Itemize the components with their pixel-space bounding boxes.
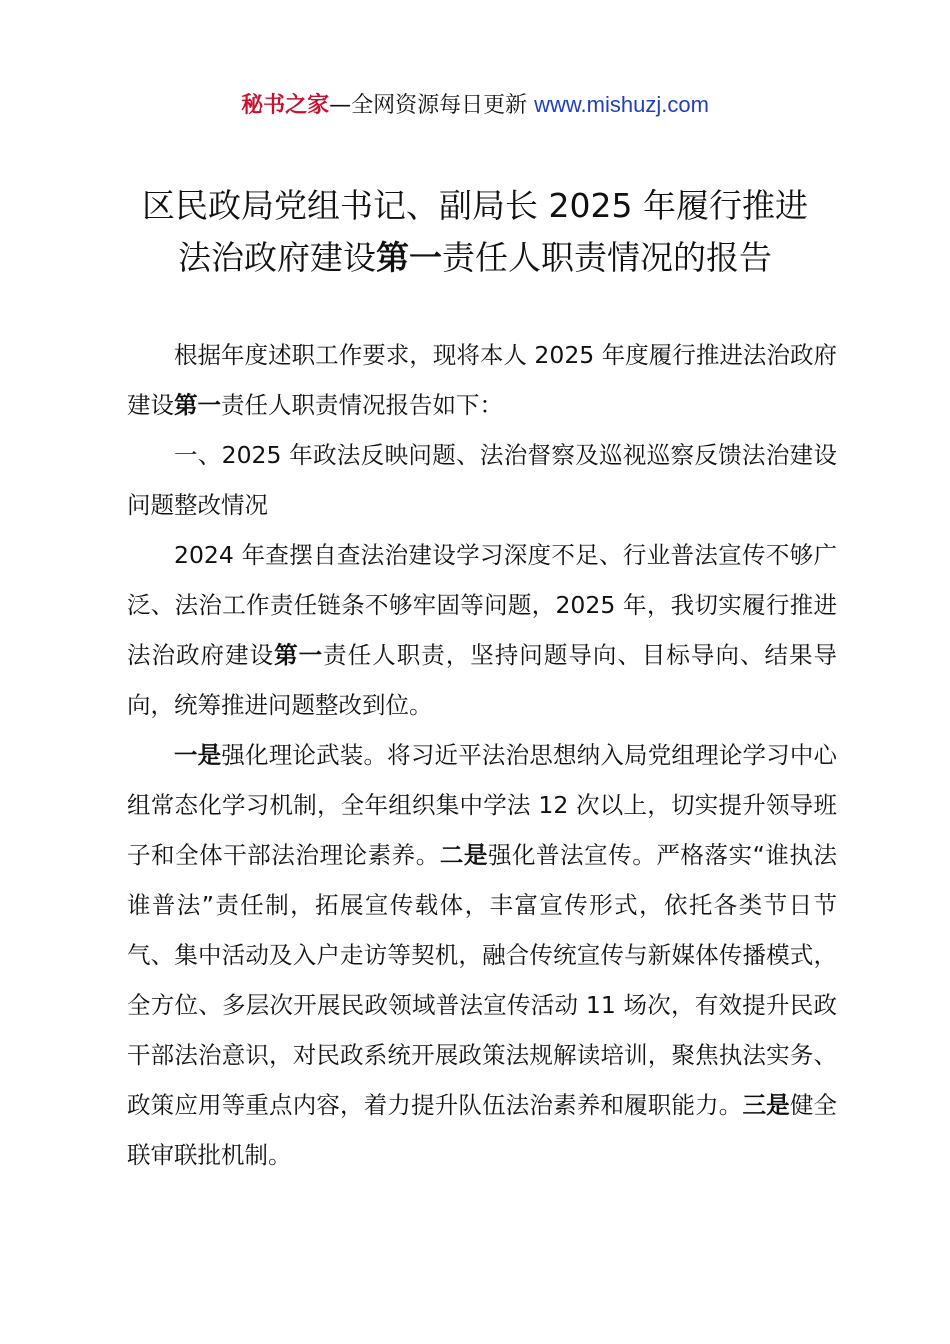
site-url-link[interactable]: www.mishuzj.com xyxy=(534,92,709,117)
rectification-text-c: 责任人职责，坚持问题导向、目标导向、结果导向，统筹推进问题整改到位。 xyxy=(127,641,838,719)
title-line-2-prefix: 法治政府建设 xyxy=(178,238,376,277)
document-body xyxy=(127,330,837,1180)
title-line-2-bold: 第一 xyxy=(376,238,442,277)
measure-3-label: 三是 xyxy=(742,1091,790,1119)
measure-2-label: 二是 xyxy=(439,841,488,869)
measure-1-text: 强化理论武装。将习近平法治思想纳入局党组理论学习中心组常态化学习机制，全年组织集中学法 12 次以上，切实提升领导班子和全体干部法治理论素养。 xyxy=(127,741,838,869)
paragraph-measures xyxy=(127,730,837,1180)
rectification-text-a: 2024 年查摆自查法治建设学习深度不足、行业普法宣传不够广泛、法治工作责任链条不够牢固等问题，2025 年，我切实履行推进法治政府建设 xyxy=(127,541,837,669)
document-title xyxy=(110,180,840,284)
measure-3-text: 健全联审联批机制。 xyxy=(127,1091,838,1169)
title-line-2-suffix: 责任人职责情况的报告 xyxy=(442,238,772,277)
paragraph-intro xyxy=(127,330,837,430)
intro-text-bold: 第一 xyxy=(174,391,221,419)
rectification-text-bold: 第一 xyxy=(274,641,324,669)
site-header xyxy=(0,88,950,123)
measure-2-text: 强化普法宣传。严格落实“谁执法谁普法”责任制，拓展宣传载体，丰富宣传形式，依托各类节日节气、集中活动及入户走访等契机，融合传统宣传与新媒体传播模式，全方位、多层次开展民政领域普法宣传活动 11 场次，有效提升民政干部法治意识，对民政系统开展政策法规解读培训，聚焦执法实务、政策应用等重点内容，着力提升队伍法治素养和履职能力。 xyxy=(127,841,837,1119)
paragraph-rectification xyxy=(127,530,837,730)
site-brand[interactable]: 秘书之家 xyxy=(241,93,330,118)
site-tagline: —全网资源每日更新 xyxy=(329,93,528,118)
section-heading-1 xyxy=(127,430,837,530)
section-heading-1-text: 一、2025 年政法反映问题、法治督察及巡视巡察反馈法治建设问题整改情况 xyxy=(127,441,837,519)
intro-text-c: 责任人职责情况报告如下： xyxy=(221,391,503,419)
intro-text-a: 根据年度述职工作要求，现将本人 2025 年度履行推进法治政府建设 xyxy=(127,341,837,419)
measure-1-label: 一是 xyxy=(174,741,222,769)
title-line-2 xyxy=(110,232,840,284)
title-line-1: 区民政局党组书记、副局长 2025 年履行推进 xyxy=(142,186,808,225)
